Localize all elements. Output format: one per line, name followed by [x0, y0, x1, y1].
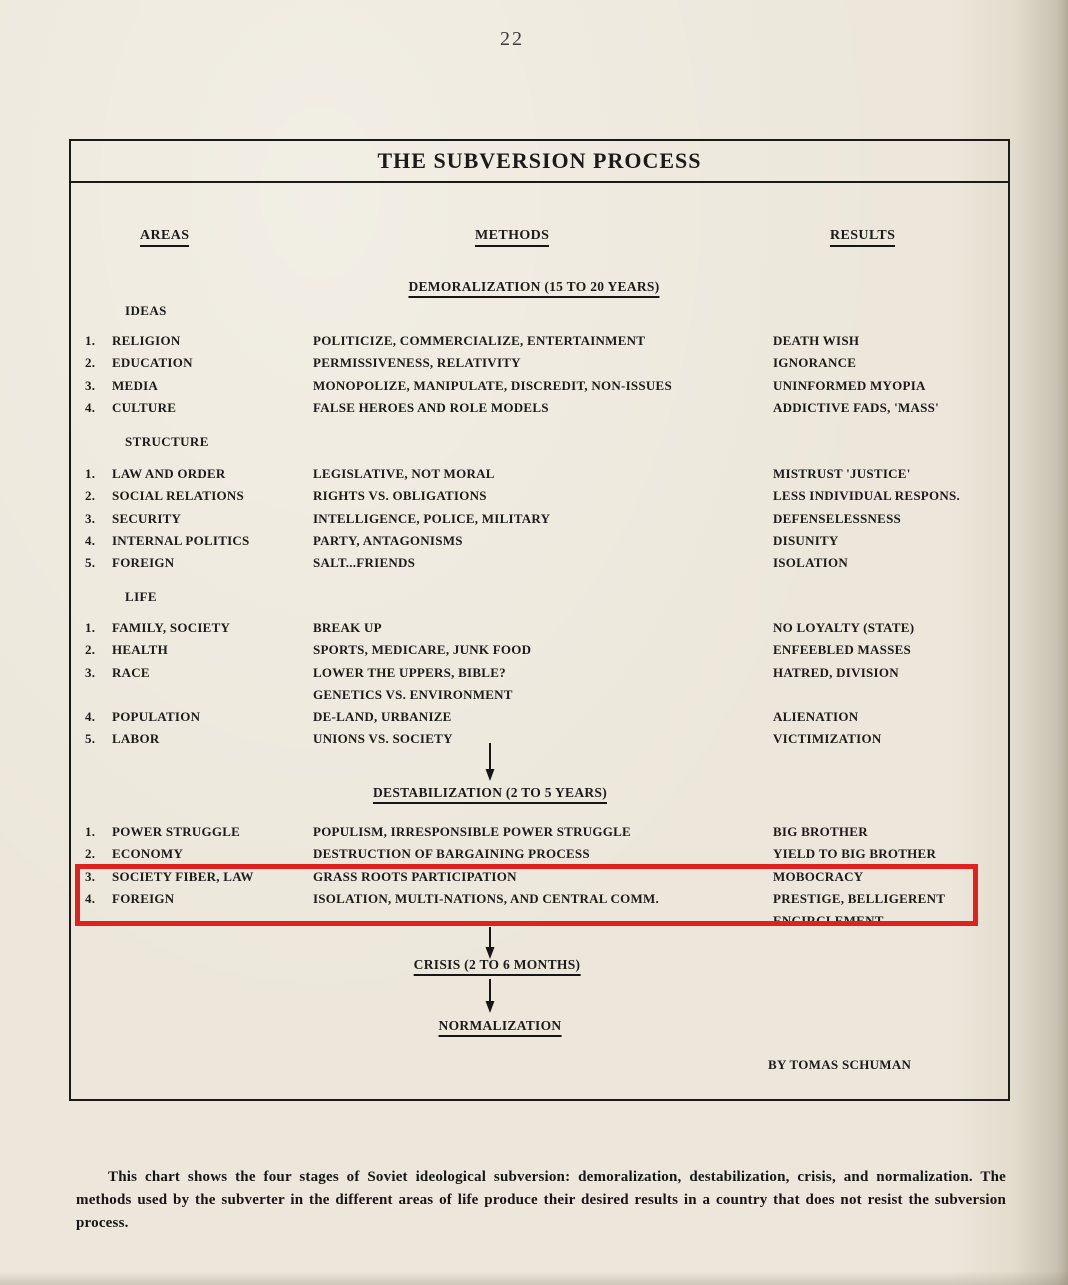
methods-line-2: GENETICS VS. ENVIRONMENT	[313, 686, 513, 702]
table-row	[71, 330, 1008, 352]
table-row	[71, 463, 1008, 485]
results-cell: ENFEEBLED MASSES	[773, 642, 912, 658]
group-rows-life	[71, 617, 1008, 751]
methods-cell: INTELLIGENCE, POLICE, MILITARY	[313, 510, 551, 526]
row-number: 5.	[85, 555, 96, 571]
flow-arrow-icon	[483, 979, 497, 1013]
results-cell: UNINFORMED MYOPIA	[773, 377, 926, 393]
page-number: 22	[500, 28, 524, 50]
table-row	[71, 352, 1008, 374]
table-row	[71, 508, 1008, 530]
results-cell: ALIENATION	[773, 709, 859, 725]
results-line-1: PRESTIGE, BELLIGERENT	[773, 890, 946, 906]
methods-cell: SPORTS, MEDICARE, JUNK FOOD	[313, 642, 532, 658]
area-cell	[85, 552, 313, 574]
chart-title: THE SUBVERSION PROCESS	[377, 148, 702, 173]
row-number: 3.	[85, 377, 96, 393]
group-label-structure: STRUCTURE	[125, 434, 209, 449]
table-row	[71, 706, 1008, 728]
area-cell	[85, 617, 313, 639]
area-cell	[85, 662, 313, 707]
methods-cell: LEGISLATIVE, NOT MORAL	[313, 466, 495, 481]
methods-cell: DE-LAND, URBANIZE	[313, 709, 452, 725]
column-header-areas: AREAS	[140, 228, 189, 247]
results-cell: DEFENSELESSNESS	[773, 510, 902, 526]
results-cell: ISOLATION	[773, 555, 848, 571]
methods-cell: POLITICIZE, COMMERCIALIZE, ENTERTAINMENT	[313, 333, 646, 348]
column-header-methods: METHODS	[475, 228, 549, 247]
row-number: 2.	[85, 846, 96, 862]
row-number: 1.	[85, 824, 96, 839]
methods-cell: MONOPOLIZE, MANIPULATE, DISCREDIT, NON-ISSUES	[313, 377, 672, 393]
area-label: SOCIAL RELATIONS	[112, 488, 244, 504]
area-label: FOREIGN	[112, 555, 175, 571]
stage-header-demoralization: DEMORALIZATION (15 TO 20 YEARS)	[408, 279, 659, 298]
row-number: 4.	[85, 399, 96, 415]
area-cell	[85, 397, 313, 419]
area-label: MEDIA	[112, 377, 159, 393]
methods-cell: PARTY, ANTAGONISMS	[313, 532, 463, 548]
row-number: 4.	[85, 890, 96, 906]
results-cell: BIG BROTHER	[773, 824, 868, 839]
results-cell: IGNORANCE	[773, 355, 857, 371]
row-number: 1.	[85, 620, 96, 635]
results-cell: HATRED, DIVISION	[773, 664, 899, 680]
group-rows-ideas	[71, 330, 1008, 419]
results-cell: MOBOCRACY	[773, 868, 864, 884]
table-row	[71, 552, 1008, 574]
table-row	[71, 530, 1008, 552]
results-cell: NO LOYALTY (STATE)	[773, 620, 915, 635]
chart-caption: This chart shows the four stages of Soviet ideological subversion: demoralization, destabilization, crisis, and normalization. The methods used by the subverter in the different areas of life produce their desired results in a country that does not resist the subversion process.	[76, 1169, 1006, 1231]
chart-title-bar	[71, 141, 1008, 183]
methods-cell: POPULISM, IRRESPONSIBLE POWER STRUGGLE	[313, 824, 631, 839]
results-cell: YIELD TO BIG BROTHER	[773, 846, 937, 862]
results-cell: VICTIMIZATION	[773, 731, 882, 747]
results-cell: DISUNITY	[773, 532, 839, 548]
area-cell	[85, 821, 313, 843]
stage-header-crisis: CRISIS (2 TO 6 MONTHS)	[414, 957, 581, 976]
row-number: 1.	[85, 466, 96, 481]
subversion-process-chart	[69, 139, 1010, 1101]
area-label: POWER STRUGGLE	[112, 824, 241, 839]
row-number: 1.	[85, 333, 96, 348]
group-label-life: LIFE	[125, 589, 157, 604]
table-row	[71, 639, 1008, 661]
column-header-results: RESULTS	[830, 228, 895, 247]
area-label: INTERNAL POLITICS	[112, 532, 250, 548]
table-row	[71, 485, 1008, 507]
methods-cell: ISOLATION, MULTI-NATIONS, AND CENTRAL COMM.	[313, 890, 660, 906]
area-cell	[85, 352, 313, 374]
row-number: 5.	[85, 731, 96, 747]
row-number: 3.	[85, 664, 96, 680]
table-row	[71, 397, 1008, 419]
table-row	[71, 843, 1008, 865]
area-cell	[85, 530, 313, 552]
row-number: 3.	[85, 510, 96, 526]
area-label: LAW AND ORDER	[112, 466, 226, 481]
row-number: 2.	[85, 488, 96, 504]
results-line-2: ENCIRCLEMENT	[773, 913, 884, 929]
methods-cell: RIGHTS VS. OBLIGATIONS	[313, 488, 487, 504]
methods-cell: FALSE HEROES AND ROLE MODELS	[313, 399, 549, 415]
area-label: POPULATION	[112, 709, 201, 725]
area-label: SECURITY	[112, 510, 182, 526]
area-cell	[85, 843, 313, 865]
area-cell	[85, 728, 313, 750]
area-label: HEALTH	[112, 642, 168, 658]
area-label: SOCIETY FIBER, LAW	[112, 868, 254, 884]
results-cell: MISTRUST 'JUSTICE'	[773, 466, 911, 481]
methods-cell: PERMISSIVENESS, RELATIVITY	[313, 355, 521, 371]
area-cell	[85, 330, 313, 352]
flow-arrow-icon	[483, 927, 497, 959]
area-cell	[85, 463, 313, 485]
methods-cell: DESTRUCTION OF BARGAINING PROCESS	[313, 846, 590, 862]
group-label-ideas: IDEAS	[125, 303, 167, 318]
group-rows-structure	[71, 463, 1008, 574]
table-row	[71, 662, 1008, 707]
row-number: 4.	[85, 532, 96, 548]
highlight-box	[75, 864, 978, 926]
area-cell	[85, 639, 313, 661]
area-label: CULTURE	[112, 399, 177, 415]
area-cell	[85, 508, 313, 530]
table-row	[71, 821, 1008, 843]
methods-cell	[313, 662, 773, 707]
area-label: FAMILY, SOCIETY	[112, 620, 231, 635]
area-label: ECONOMY	[112, 846, 184, 862]
author-byline: BY TOMAS SCHUMAN	[768, 1057, 912, 1072]
area-label: RACE	[112, 664, 150, 680]
row-number: 2.	[85, 642, 96, 658]
area-cell	[85, 375, 313, 397]
table-row	[71, 375, 1008, 397]
row-number: 2.	[85, 355, 96, 371]
methods-cell: BREAK UP	[313, 620, 382, 635]
results-cell: DEATH WISH	[773, 333, 860, 348]
row-number: 4.	[85, 709, 96, 725]
area-label: FOREIGN	[112, 890, 175, 906]
methods-line-1: LOWER THE UPPERS, BIBLE?	[313, 664, 506, 680]
stage-header-destabilization: DESTABILIZATION (2 TO 5 YEARS)	[373, 785, 607, 804]
area-label: RELIGION	[112, 333, 181, 348]
table-row	[71, 728, 1008, 750]
results-cell: ADDICTIVE FADS, 'MASS'	[773, 399, 939, 415]
area-cell	[85, 706, 313, 728]
table-row	[71, 617, 1008, 639]
area-label: EDUCATION	[112, 355, 193, 371]
row-number: 3.	[85, 868, 96, 884]
results-cell: LESS INDIVIDUAL RESPONS.	[773, 488, 960, 504]
methods-cell: UNIONS VS. SOCIETY	[313, 731, 453, 747]
methods-cell: GRASS ROOTS PARTICIPATION	[313, 868, 517, 884]
flow-arrow-icon	[483, 743, 497, 781]
area-cell	[85, 485, 313, 507]
area-label: LABOR	[112, 731, 160, 747]
stage-header-normalization: NORMALIZATION	[439, 1018, 562, 1037]
methods-cell: SALT...FRIENDS	[313, 555, 416, 571]
